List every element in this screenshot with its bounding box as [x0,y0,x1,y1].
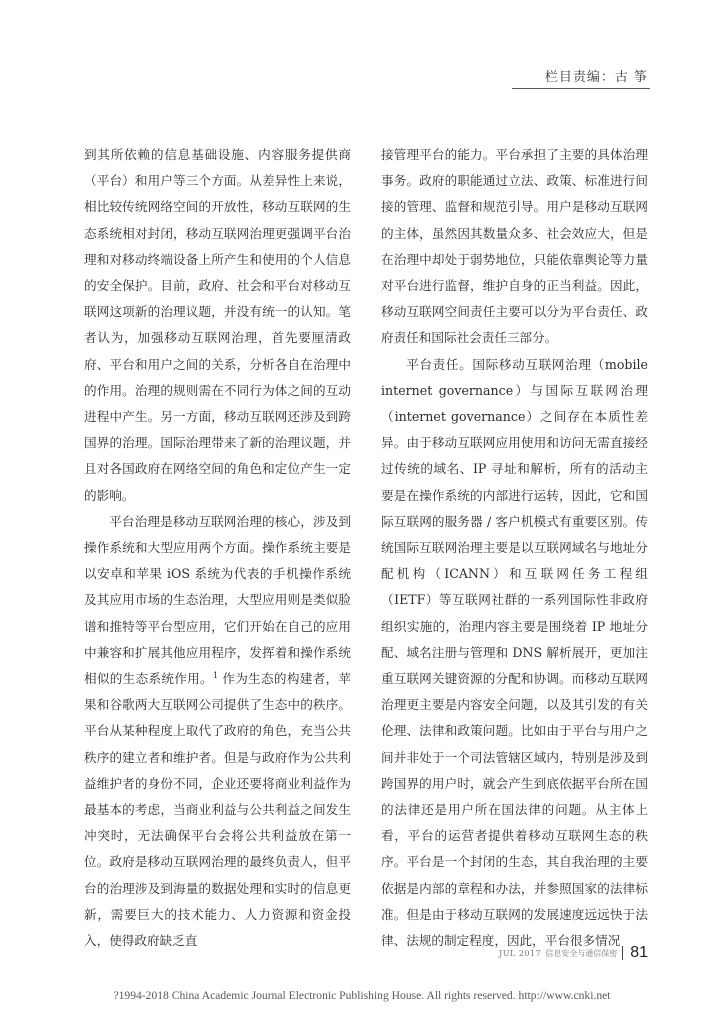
paragraph-text: 作为生态的构建者，苹果和谷歌两大互联网公司提供了生态中的秩序。平台从某种程度上取代了政府的角色，充当公共秩序的建立者和维护者。但是与政府作为公共利益维护者的身份不同，企业还要将商业利益作为最基本的考虑，当商业利益与公共利益之间发生冲突时，无法确保平台会将公共利益放在第一位。政府是移动互联网治理的最终负责人，但平台的治理涉及到海量的数据处理和实时的信息更新，需要巨大的技术能力、人力资源和资金投入，使得政府缺乏直 [84,671,351,949]
right-paragraph-1: 接管理平台的能力。平台承担了主要的具体治理事务。政府的职能通过立法、政策、标准进行间接的管理、监督和规范引导。用户是移动互联网的主体，虽然因其数量众多、社会效应大，但是在治理中却处于弱势地位，只能依靠舆论等力量对平台进行监督，维护自身的正当利益。因此，移动互联网空间责任主要可以分为平台责任、政府责任和国际社会责任三部分。 [381,147,648,346]
right-column [381,142,648,954]
issue-date: JUL 2017 [499,948,542,958]
copyright-notice: ?1994-2018 China Academic Journal Electronic Publishing House. All rights reserved. http://www.cnki.net [113,989,611,1002]
left-paragraph-2 [84,509,351,954]
left-column [84,142,351,954]
paragraph-text: 平台治理是移动互联网治理的核心，涉及到操作系统和大型应用两个方面。操作系统主要是以安卓和苹果 iOS 系统为代表的手机操作系统及其应用市场的生态治理，大型应用则是类似脸谱和推特等平台型应用，它们开始在自己的应用中兼容和扩展其他应用程序，发挥着和操作系统相似的生态系统作用。 [84,513,351,687]
right-paragraph-2: 平台责任。国际移动互联网治理（mobile internet governance）与国际互联网治理（internet governance）之间存在本质性差异。由于移动互联网应用使用和访问无需直接经过传统的域名、IP 寻址和解析，所有的活动主要是在操作系统的内部进行运转，因此，它和国际互联网的服务器 / 客户机模式有重要区别。传统国际互联网治理主要是以互联网域名与地址分配机构（ICANN）和互联网任务工程组（IETF）等互联网社群的一系列国际性非政府组织实施的，治理内容主要是围绕着 IP 地址分配、域名注册与管理和 DNS 解析展开，更加注重互联网关键资源的分配和协调。而移动互联网治理更主要是内容安全问题，以及其引发的有关伦理、法律和政策问题。比如由于平台与用户之间并非处于一个司法管辖区域内，特别是涉及到跨国界的用户时，就会产生到底依据平台所在国的法律还是用户所在国法律的问题。从主体上看，平台的运营者提供着移动互联网生态的秩序。平台是一个封闭的生态，其自我治理的主要依据是内部的章程和办法，并参照国家的法律标准。但是由于移动互联网的发展速度远远快于法律、法规的制定程度，因此，平台很多情况 [381,356,648,949]
journal-name: 信息安全与通信保密 [545,948,618,958]
page-footer [499,944,648,962]
column-editor-credit: 栏目责编：古 筝 [544,70,648,85]
header-rule [512,88,650,89]
footnote-marker[interactable]: 1 [212,670,219,680]
footer-divider [622,946,623,960]
page-number: 81 [630,944,648,961]
left-paragraph-1: 到其所依赖的信息基础设施、内容服务提供商（平台）和用户等三个方面。从差异性上来说，相比较传统网络空间的开放性，移动互联网的生态系统相对封闭，移动互联网治理更强调平台治理和对移动终端设备上所产生和使用的个人信息的安全保护。目前，政府、社会和平台对移动互联网这项新的治理议题，并没有统一的认知。笔者认为，加强移动互联网治理，首先要厘清政府、平台和用户之间的关系，分析各自在治理中的作用。治理的规则需在不同行为体之间的互动进程中产生。另一方面，移动互联网还涉及到跨国界的治理。国际治理带来了新的治理议题，并且对各国政府在网络空间的角色和定位产生一定的影响。 [84,147,351,503]
